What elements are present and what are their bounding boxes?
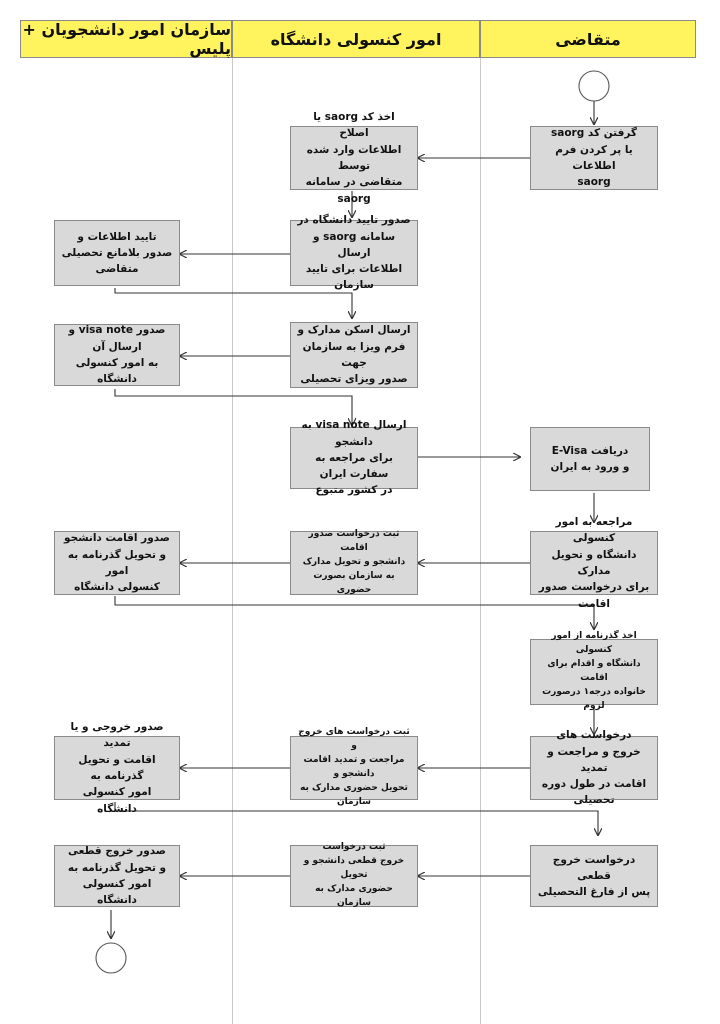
step-receive-evisa: دریافت E-Visa و ورود به ایران: [530, 427, 650, 491]
step-send-scanned-docs: ارسال اسکن مدارک و فرم ویزا به سازمان جهت صدور ویزای تحصیلی: [290, 322, 418, 388]
lane-header-applicant: متقاضی: [480, 20, 696, 58]
step-send-visa-note: ارسال visa note به دانشجو برای مراجعه به سفارت ایران در کشور متبوع: [290, 427, 418, 489]
step-collect-passport: اخذ گذرنامه از امور کنسولی دانشگاه و اقدام برای اقامت خانواده درجه۱ درصورت لزوم: [530, 639, 658, 705]
step-request-exit-reentry: درخواست های خروج و مراجعت و تمدید اقامت در طول دوره تحصیلی: [530, 736, 658, 800]
step-register-final-exit: ثبت درخواست خروج قطعی دانشجو و تحویل حضوری مدارک به سازمان: [290, 845, 418, 907]
step-register-residence-request: ثبت درخواست صدور اقامت دانشجو و تحویل مدارک به سازمان بصورت حضوری: [290, 531, 418, 595]
step-approve-no-objection: تایید اطلاعات و صدور بلامانع تحصیلی متقاضی: [54, 220, 180, 286]
step-issue-residence: صدور اقامت دانشجو و تحویل گذرنامه به امور کنسولی دانشگاه: [54, 531, 180, 595]
lane-header-organization: سازمان امور دانشجویان + پلیس: [20, 20, 232, 58]
end-node: [96, 943, 126, 973]
start-node: [579, 71, 609, 101]
step-fix-saorg-info: اخذ کد saorg یا اصلاح اطلاعات وارد شده توسط متقاضی در سامانه saorg: [290, 126, 418, 190]
step-visit-consular-office: مراجعه به امور کنسولی دانشگاه و تحویل مدارک برای درخواست صدور اقامت: [530, 531, 658, 595]
lane-divider: [232, 58, 233, 1024]
step-issue-final-exit: صدور خروج قطعی و تحویل گذرنامه به امور کنسولی دانشگاه: [54, 845, 180, 907]
step-register-exit-requests: ثبت درخواست های خروج و مراجعت و تمدید اقامت دانشجو و تحویل حضوری مدارک به سازمان: [290, 736, 418, 800]
step-university-approval: صدور تایید دانشگاه در سامانه saorg و ارسال اطلاعات برای تایید سازمان: [290, 220, 418, 286]
step-get-saorg-code: گرفتن کد saorg یا پر کردن فرم اطلاعات saorg: [530, 126, 658, 190]
step-issue-visa-note: صدور visa note و ارسال آن به امور کنسولی دانشگاه: [54, 324, 180, 386]
step-issue-exit-extension: صدور خروجی و یا تمدید اقامت و تحویل گذرنامه به امور کنسولی دانشگاه: [54, 736, 180, 800]
lane-divider: [480, 58, 481, 1024]
lane-header-university: امور کنسولی دانشگاه: [232, 20, 480, 58]
step-request-final-exit: درخواست خروج قطعی پس از فارغ التحصیلی: [530, 845, 658, 907]
flow-arrow: [115, 596, 594, 629]
